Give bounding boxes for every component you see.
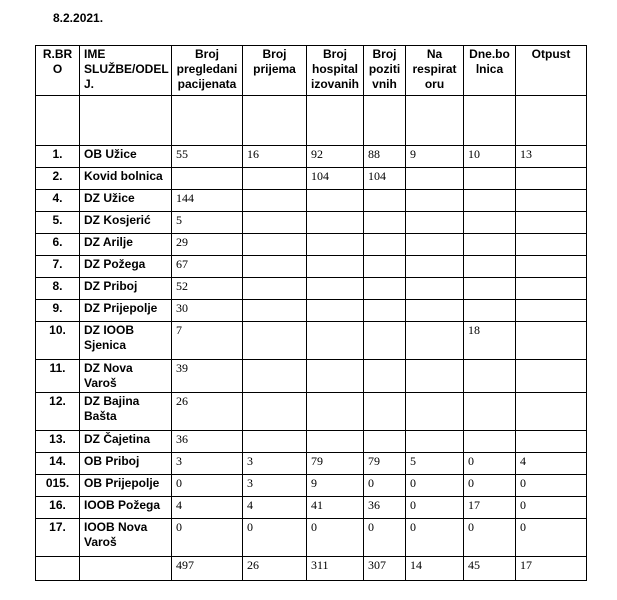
pozitivnih-cell: 0 [364,475,406,497]
otpust-cell [516,190,587,212]
pregledani-cell: 29 [172,234,243,256]
dnevna-bolnica-cell [464,300,516,322]
pozitivnih-cell [364,234,406,256]
totals-row [36,557,587,581]
otpust-cell [516,360,587,393]
row-number-cell: 6. [36,234,80,256]
otpust-cell: 4 [516,453,587,475]
respirator-cell [406,431,464,453]
row-number-cell: 2. [36,168,80,190]
prijema-cell: 3 [243,475,307,497]
hospitalizovanih-cell [307,360,364,393]
dnevna-bolnica-cell [464,234,516,256]
facility-name-cell: OB Priboj [80,453,172,475]
hospitalizovanih-cell [307,393,364,431]
hospitalizovanih-cell [307,212,364,234]
row-number-cell: 16. [36,497,80,519]
table-row [36,475,587,497]
dnevna-bolnica-cell: 17 [464,497,516,519]
pozitivnih-cell [364,212,406,234]
pregledani-cell: 7 [172,322,243,360]
header-cell-rbr: R.BR O [36,46,80,96]
hospitalizovanih-cell: 41 [307,497,364,519]
prijema-cell: 3 [243,453,307,475]
hospitalizovanih-cell [307,234,364,256]
table-row [36,322,587,360]
otpust-cell [516,278,587,300]
pozitivnih-cell [364,190,406,212]
hospitalizovanih-cell: 9 [307,475,364,497]
pregledani-cell: 4 [172,497,243,519]
otpust-cell [516,168,587,190]
report-table [35,45,587,581]
facility-name-cell: DZ Kosjerić [80,212,172,234]
dnevna-bolnica-cell [464,393,516,431]
pozitivnih-cell: 0 [364,519,406,557]
header-cell-respirator: Na respirat oru [406,46,464,96]
blank-cell [406,96,464,146]
hospitalizovanih-cell: 104 [307,168,364,190]
pozitivnih-cell [364,393,406,431]
facility-name-cell: IOOB Nova Varoš [80,519,172,557]
row-number-cell: 5. [36,212,80,234]
table-row [36,234,587,256]
respirator-cell [406,300,464,322]
prijema-cell [243,322,307,360]
row-number-cell: 4. [36,190,80,212]
header-cell-dnevna-bolnica: Dne.bo lnica [464,46,516,96]
table-row [36,146,587,168]
row-number-cell: 015. [36,475,80,497]
pozitivnih-cell [364,300,406,322]
header-cell-hospitalizovanih: Broj hospital izovanih [307,46,364,96]
pregledani-cell: 36 [172,431,243,453]
pregledani-cell: 30 [172,300,243,322]
facility-name-cell: OB Prijepolje [80,475,172,497]
prijema-cell [243,431,307,453]
header-cell-pregledani: Broj pregledani pacijenata [172,46,243,96]
facility-name-cell: IOOB Požega [80,497,172,519]
dnevna-bolnica-cell [464,256,516,278]
respirator-cell [406,322,464,360]
otpust-cell [516,300,587,322]
pregledani-cell: 3 [172,453,243,475]
table-row [36,393,587,431]
facility-name-cell: DZ Prijepolje [80,300,172,322]
otpust-cell [516,431,587,453]
hospitalizovanih-cell [307,256,364,278]
dnevna-bolnica-cell [464,360,516,393]
blank-cell [364,96,406,146]
respirator-cell: 0 [406,475,464,497]
row-number-cell: 7. [36,256,80,278]
blank-cell [243,96,307,146]
pregledani-cell: 26 [172,393,243,431]
dnevna-bolnica-cell: 0 [464,475,516,497]
pregledani-cell: 39 [172,360,243,393]
pozitivnih-cell [364,431,406,453]
dnevna-bolnica-cell: 18 [464,322,516,360]
row-number-cell: 8. [36,278,80,300]
facility-name-cell [80,557,172,581]
table-row [36,300,587,322]
blank-cell [80,96,172,146]
respirator-cell: 5 [406,453,464,475]
header-cell-prijema: Broj prijema [243,46,307,96]
pozitivnih-cell: 307 [364,557,406,581]
prijema-cell [243,256,307,278]
otpust-cell [516,393,587,431]
dnevna-bolnica-cell: 0 [464,453,516,475]
hospitalizovanih-cell [307,300,364,322]
otpust-cell: 0 [516,497,587,519]
hospitalizovanih-cell [307,278,364,300]
pozitivnih-cell [364,278,406,300]
pregledani-cell: 144 [172,190,243,212]
pozitivnih-cell: 79 [364,453,406,475]
respirator-cell [406,168,464,190]
hospitalizovanih-cell: 311 [307,557,364,581]
hospitalizovanih-cell [307,190,364,212]
respirator-cell: 0 [406,497,464,519]
facility-name-cell: DZ Užice [80,190,172,212]
table-row [36,519,587,557]
prijema-cell: 0 [243,519,307,557]
report-date: 8.2.2021. [53,11,104,25]
prijema-cell [243,278,307,300]
respirator-cell [406,360,464,393]
pozitivnih-cell [364,322,406,360]
respirator-cell [406,212,464,234]
respirator-cell: 0 [406,519,464,557]
row-number-cell: 14. [36,453,80,475]
hospitalizovanih-cell [307,322,364,360]
pregledani-cell: 5 [172,212,243,234]
respirator-cell [406,234,464,256]
respirator-cell: 9 [406,146,464,168]
prijema-cell [243,212,307,234]
prijema-cell [243,234,307,256]
dnevna-bolnica-cell [464,212,516,234]
otpust-cell [516,256,587,278]
respirator-cell: 14 [406,557,464,581]
prijema-cell: 26 [243,557,307,581]
blank-cell [307,96,364,146]
header-cell-pozitivnih: Broj poziti vnih [364,46,406,96]
otpust-cell: 17 [516,557,587,581]
dnevna-bolnica-cell [464,190,516,212]
otpust-cell [516,234,587,256]
blank-cell [516,96,587,146]
pregledani-cell: 0 [172,475,243,497]
dnevna-bolnica-cell [464,278,516,300]
hospitalizovanih-cell: 92 [307,146,364,168]
pregledani-cell: 0 [172,519,243,557]
pozitivnih-cell: 104 [364,168,406,190]
prijema-cell [243,393,307,431]
row-number-cell: 17. [36,519,80,557]
table-row [36,190,587,212]
prijema-cell [243,190,307,212]
respirator-cell [406,190,464,212]
pozitivnih-cell: 36 [364,497,406,519]
facility-name-cell: DZ Priboj [80,278,172,300]
respirator-cell [406,278,464,300]
blank-cell [36,96,80,146]
pozitivnih-cell [364,360,406,393]
pozitivnih-cell [364,256,406,278]
header-cell-ime: IME SLUŽBE/ODEL J. [80,46,172,96]
blank-row [36,96,587,146]
table-row [36,168,587,190]
respirator-cell [406,256,464,278]
table-row [36,256,587,278]
dnevna-bolnica-cell: 45 [464,557,516,581]
facility-name-cell: DZ IOOB Sjenica [80,322,172,360]
facility-name-cell: Kovid bolnica [80,168,172,190]
otpust-cell: 0 [516,519,587,557]
table-row [36,453,587,475]
row-number-cell: 13. [36,431,80,453]
blank-cell [172,96,243,146]
row-number-cell [36,557,80,581]
row-number-cell: 12. [36,393,80,431]
pregledani-cell: 497 [172,557,243,581]
dnevna-bolnica-cell: 10 [464,146,516,168]
facility-name-cell: DZ Arilje [80,234,172,256]
facility-name-cell: DZ Čajetina [80,431,172,453]
header-row [36,46,587,96]
row-number-cell: 1. [36,146,80,168]
dnevna-bolnica-cell [464,168,516,190]
pregledani-cell: 67 [172,256,243,278]
table-row [36,497,587,519]
pregledani-cell: 52 [172,278,243,300]
pregledani-cell [172,168,243,190]
prijema-cell [243,300,307,322]
table-row [36,212,587,234]
row-number-cell: 9. [36,300,80,322]
otpust-cell: 13 [516,146,587,168]
prijema-cell: 16 [243,146,307,168]
facility-name-cell: DZ Nova Varoš [80,360,172,393]
hospitalizovanih-cell: 79 [307,453,364,475]
otpust-cell [516,212,587,234]
otpust-cell: 0 [516,475,587,497]
prijema-cell: 4 [243,497,307,519]
pozitivnih-cell: 88 [364,146,406,168]
blank-cell [464,96,516,146]
hospitalizovanih-cell [307,431,364,453]
facility-name-cell: OB Užice [80,146,172,168]
dnevna-bolnica-cell [464,431,516,453]
facility-name-cell: DZ Bajina Bašta [80,393,172,431]
prijema-cell [243,360,307,393]
row-number-cell: 10. [36,322,80,360]
table-row [36,431,587,453]
respirator-cell [406,393,464,431]
header-cell-otpust: Otpust [516,46,587,96]
dnevna-bolnica-cell: 0 [464,519,516,557]
table-row [36,360,587,393]
hospitalizovanih-cell: 0 [307,519,364,557]
table-row [36,278,587,300]
prijema-cell [243,168,307,190]
otpust-cell [516,322,587,360]
row-number-cell: 11. [36,360,80,393]
facility-name-cell: DZ Požega [80,256,172,278]
pregledani-cell: 55 [172,146,243,168]
